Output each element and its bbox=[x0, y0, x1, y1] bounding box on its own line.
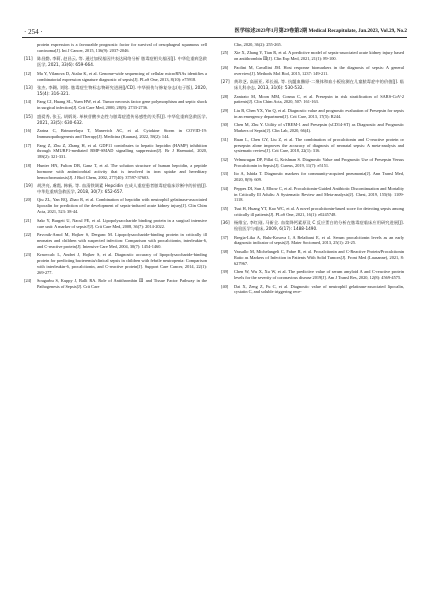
reference-text: Paolini M, Cavallini JM. Host response biomarkers in the diagnosis of sepsis: A general overview[J]. Methods Mol Biol, 2015, 1237: 149-211. bbox=[234, 64, 404, 76]
reference-entry bbox=[24, 85, 207, 97]
reference-entry bbox=[24, 71, 207, 83]
reference-text: Zanirato M, Moon MM, Cosma C, et al. Presepsin in risk stratification of SARS-CoV-2 patients[J]. Clin Chim Acta, 2020, 507: 161-163. bbox=[234, 93, 404, 105]
reference-number: [32] bbox=[221, 156, 229, 162]
reference-text: Chen M, Zhu Y. Utility of sTREM-1 and Presepsin (sCD14-ST) as Diagnostic and Prognostic Markers of Sepsis[J]. Clin Lab, 2020, 66(4). bbox=[234, 122, 404, 134]
reference-text: Hunter HN, Fulton DB, Ganz T, et al. The solution structure of human hepcidin, a peptide hormone with antimicrobial activity that is involved in iron uptake and hereditary hemochromatosis[J]. J Biol Chem, 2002, 277(40): 37597-37603. bbox=[37, 162, 207, 180]
reference-entry bbox=[221, 249, 404, 267]
reference-number: [23] bbox=[24, 252, 32, 258]
reference-number: [17] bbox=[24, 142, 32, 148]
reference-number: [38] bbox=[221, 248, 229, 254]
reference-text: Fang CJ, Huang SL, Yuen HW, et al. Tumor necrosis factor gene polymorphism and septic shock in surgical infection[J]. Crit Care Med, 2000, 28(8): 2733-2736. bbox=[37, 99, 207, 111]
reference-number: [40] bbox=[221, 283, 229, 289]
reference-text: Peppes DI, Sun J, Elbow C, et al. Procalcitonin-Guided Antibiotic Discontinuation and Mortality in Critically Ill Adults: A Systematic Review and Meta-analysis[J]. Chest, 2019, 155(6): 1109-1118. bbox=[234, 185, 404, 203]
reference-entry bbox=[24, 278, 207, 290]
reference-number: [28] bbox=[221, 93, 229, 99]
reference-entry bbox=[221, 137, 404, 155]
reference-text: Vassallo M, Michelangeli C, Fabre R, et al. Procalcitonin and C-Reactive Protein/Procalcitonin Ratio as Markers of Infection in Patients With Solid Tumors[J]. Front Med (Lausanne), 2021, 8: 627967. bbox=[234, 248, 404, 266]
reference-text: 胡洪亮, 虞霞, 韩新, 等. 血清铁调素 Hepcidin 在成人重症患者脓毒症临床诊断中的价值[J]. 中华危重病急救医学, 2018, 30(7): 652-657. bbox=[37, 183, 207, 194]
reference-number: [37] bbox=[221, 234, 229, 240]
reference-number: [11] bbox=[24, 56, 33, 62]
reference-number: [39] bbox=[221, 269, 229, 275]
reference-text: Velmurugan DP, Pillai G, Krishnan S. Diagnostic Value and Prognostic Use of Presepsin Versus Procalcitonin in Sepsis[J]. Cureus, 2019, 11(7): e5151. bbox=[234, 156, 404, 168]
reference-text: Fang Z, Zhu Z, Zhang H, et al. GDF11 contributes to hepatic hepcidin (HAMP) inhibition through SMURF1-mediated BMP-SMAD signalling suppression[J]. Br J Haematol, 2020, 188(2): 321-331. bbox=[37, 142, 207, 160]
reference-entry bbox=[24, 99, 207, 111]
reference-column-right bbox=[221, 42, 404, 295]
reference-entry bbox=[221, 50, 404, 62]
reference-number: [34] bbox=[221, 185, 229, 191]
header-rule bbox=[22, 37, 407, 38]
reference-text: Ma Y, Vilanova D, Atalar K, et al. Genome-wide sequencing of cellular microRNAs identifies a combinatorial expression signature diagnostic of sepsis[J]. PLoS One, 2013, 8(10): e75918. bbox=[37, 70, 207, 82]
reference-text: protein expression is a favourable prognostic factor for survival of oesophageal squamous cell carcinoma[J]. Int J Cancer, 2015, 136(9): 2037-2046. bbox=[37, 42, 207, 53]
reference-text: 陈昌勤, 李莉, 赵昌云, 等. 通过加权基因共表达网络分析 脓毒症相关基因[J]. 中华危重病急救医学, 2021, 33(6): 659-664. bbox=[37, 56, 207, 68]
reference-number: [29] bbox=[221, 107, 229, 113]
reference-entry bbox=[24, 183, 207, 195]
reference-text: Krnovcalc L, Andrei J, Hojker S, et al. Diagnostic accuracy of lipopolysaccharide-binding protein for predicting bacteremia/clinical sepsis in children with febrile neutropenia: Comparison with interleukin-6, procalcitonin, and C-reactive protein[J]. Support Care Cancer, 2014, 22(1): 269-277. bbox=[37, 252, 207, 276]
page-number: · 254 · bbox=[24, 28, 43, 36]
reference-text: Sougarbu S, Kuppy J, Balli RA. Role of Antithrombin Ⅲ and Tissue Factor Pathway in the Pathogenesis of Sepsis[J]. Crit Care bbox=[37, 278, 207, 290]
reference-number: [22] bbox=[24, 232, 32, 238]
reference-number: [31] bbox=[221, 136, 229, 142]
reference-entry bbox=[221, 284, 404, 296]
reference-text: Qiu ZL, Yan BQ, Zhao R, et al. Combination of hepcidin with neutrophil gelatinase-associated lipocalin for prediction of the development of sepsis-induced acute kidney injury[J]. Clin Chim Acta, 2021, 523: 38-44. bbox=[37, 197, 207, 215]
reference-entry bbox=[221, 122, 404, 134]
reference-number: [15] bbox=[24, 113, 33, 119]
reference-entry bbox=[221, 42, 404, 48]
reference-entry bbox=[24, 252, 207, 276]
reference-number: [30] bbox=[221, 122, 229, 128]
reference-entry bbox=[24, 232, 207, 250]
reference-text: Zarina C, Brimavelaya T, Manevich AC, et al. Cytokine Storm in COVID-19: Immunopathogenesis and Therapy[J]. Medicina (Kaunas), 2022, 58(2): 144. bbox=[37, 128, 207, 140]
reference-entry bbox=[221, 220, 404, 232]
reference-entry bbox=[221, 157, 404, 169]
reference-entry bbox=[221, 269, 404, 281]
reference-entry bbox=[221, 79, 404, 91]
reference-entry bbox=[221, 171, 404, 183]
reference-entry bbox=[221, 65, 404, 77]
reference-entry bbox=[221, 206, 404, 218]
reference-text: Chen W, Wu X, Xu W, et al. The predictive value of serum amyloid A and C-reactive protein levels for the severity of coronavirus disease 2019[J]. Am J Transl Res, 2020, 12(8): 4569-4575. bbox=[234, 269, 404, 281]
reference-entry bbox=[24, 114, 207, 126]
reference-entry bbox=[221, 108, 404, 120]
reference-text: Dai X, Zeng Z, Fu C, et al. Diagnostic value of neutrophil gelatinase-associated lipocalin, cystatin C, and soluble triggering rece- bbox=[234, 283, 404, 295]
reference-text: Tsui H, Huang YT, Kao WC, et al. A novel procalcitonin-based score for detecting sepsis among critically ill patients[J]. PLoS One, 2021, 16(1): e0245748. bbox=[234, 205, 404, 217]
reference-entry bbox=[24, 197, 207, 215]
reference-text: 张杰, 李翱, 刘铭. 脓毒症生物标志物研究进展[J/CD]. 中华损伤与修复杂志(电子版), 2020, 15(4): 316-321. bbox=[37, 85, 207, 96]
reference-entry bbox=[24, 128, 207, 140]
reference-number: [12] bbox=[24, 70, 32, 76]
reference-number: [13] bbox=[24, 85, 33, 91]
reference-text: Liu B, Chen YX, Yin Q, et al. Diagnostic value and prognostic evaluation of Presepsin for sepsis in an emergency department[J]. Crit Care, 2013, 17(5): R244. bbox=[234, 107, 404, 119]
reference-number: [16] bbox=[24, 128, 32, 134]
reference-text: 杨维宝, 李红刚, 马新全. 血浆降钙素原及 C 反应蛋白的分析在脓毒症临床应用研究进展[J]. 检验医学与临床, 2009, 6(17): 1488-1490. bbox=[234, 220, 404, 232]
reference-text: Xie X, Zhang Y, Tian R, et al. A predictive model of sepsis-associated acute kidney injury based on antithrombin Ⅲ[J]. Clin Exp Med, 2021, 21(1): 89-100. bbox=[234, 50, 404, 62]
reference-entry bbox=[24, 218, 207, 230]
reference-entry bbox=[221, 186, 404, 204]
reference-number: [20] bbox=[24, 197, 32, 203]
reference-text: Bregia-Lika A, Bulu-Kosova I, A Belaibani E, et al. Serum procalcitonin levels as an early diagnostic indicator of sepsis[J]. Mater Sociomed, 2013, 25(1): 23-25. bbox=[234, 234, 404, 246]
reference-number: [36] bbox=[221, 220, 230, 226]
reference-entry bbox=[221, 235, 404, 247]
reference-text: 盛爱秀, 张玉, 胡炳英. 单核苷酸多态性与脓毒症遗传易感性的关系[J]. 中华危重病急救医学, 2021, 33(5): 630-632. bbox=[37, 113, 207, 125]
reference-entry bbox=[24, 163, 207, 181]
reference-number: [25] bbox=[221, 50, 229, 56]
reference-number: [26] bbox=[221, 64, 229, 70]
reference-text: 黄珍芝, 高丽亚, 邓长福, 等. 抗髓血酶原-二聚体和血小板检测在儿童脓毒症中的价值[J]. 临床儿科杂志, 2013, 31(6): 530-532. bbox=[234, 79, 404, 91]
reference-text: Ruan L, Chen GY, Liu Z, et al. The combination of procalcitonin and C-reactive protein or presepsin alone improves the accuracy of diagnosis of neonatal sepsis: A meta-analysis and systematic review[J]. Crit Care, 2018, 22(1): 316. bbox=[234, 136, 404, 154]
reference-text: Pavcnik-Arnol M, Hojker S, Derganc M. Lipopolysaccharide-binding protein in critically ill neonates and children with suspected infection: Comparison with procalcitonin, interleukin-6, and C-reactive protein[J]. Intensive Care Med, 2004, 30(7): 1454-1460. bbox=[37, 232, 207, 249]
reference-number: [24] bbox=[24, 278, 32, 284]
running-head: 医学综述2023年1月第29卷第2期 Medical Recapitulate, Jan.2023, Vol.29, No.2 bbox=[234, 28, 407, 34]
reference-number: [19] bbox=[24, 183, 33, 189]
reference-text: Sakr Y, Burgett U, Nacul FE, et al. Lipopolysaccharide binding protein in a surgical intensive care unit: A marker of sepsis?[J]. Crit Care Med, 2008, 36(7): 2014-2022. bbox=[37, 217, 207, 229]
reference-entry bbox=[24, 42, 207, 54]
reference-entry bbox=[24, 143, 207, 161]
reference-number: [18] bbox=[24, 162, 32, 168]
reference-entry bbox=[221, 94, 404, 106]
reference-number: [27] bbox=[221, 79, 230, 85]
reference-number: [35] bbox=[221, 205, 229, 211]
reference-text: Ito A, Ishida T. Diagnostic markers for community-acquired pneumonia[J]. Ann Transl Med, 2020, 8(9): 609. bbox=[234, 171, 404, 183]
reference-number: [14] bbox=[24, 99, 32, 105]
reference-number: [21] bbox=[24, 217, 32, 223]
reference-text: Clin, 2020, 36(2): 255-265. bbox=[234, 42, 282, 47]
reference-entry bbox=[24, 56, 207, 68]
reference-number: [33] bbox=[221, 171, 229, 177]
reference-column-left bbox=[24, 42, 207, 290]
